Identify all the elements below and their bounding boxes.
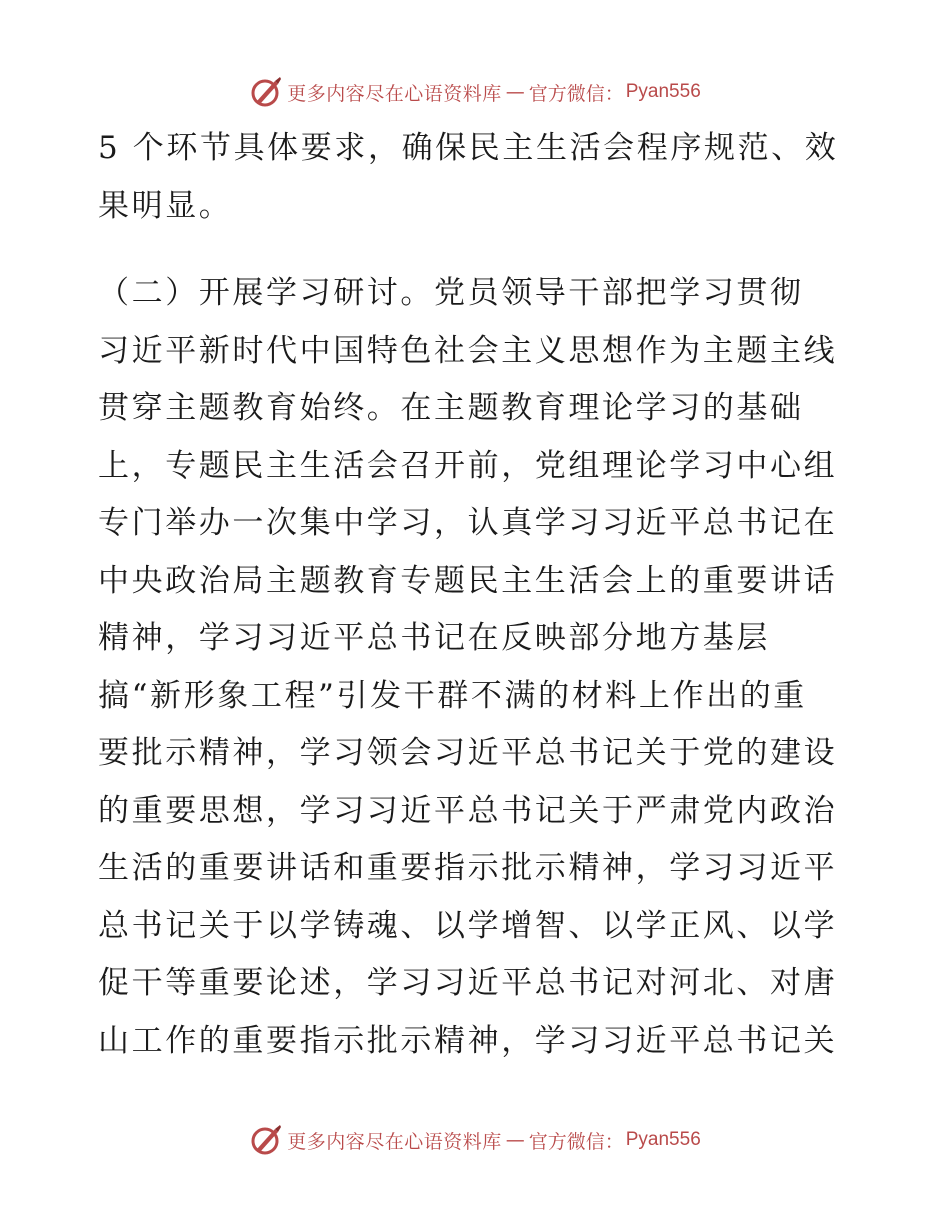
text-line: 果明显。 xyxy=(98,187,233,224)
watermark-text: 更多内容尽在心语资料库 xyxy=(287,82,502,105)
text-line: 促干等重要论述，学习习近平总书记对河北、对唐 xyxy=(98,965,838,1001)
text-line: 的重要思想，学习习近平总书记关于严肃党内政治 xyxy=(98,792,838,829)
watermark-wechat-id: Pyan556 xyxy=(625,81,701,102)
text-line: 总书记关于以学铸魂、以学增智、以学正风、以学 xyxy=(98,907,838,944)
footer-watermark xyxy=(0,1120,950,1160)
document-body xyxy=(98,120,858,1070)
text-line: 贯穿主题教育始终。在主题教育理论学习的基础 xyxy=(98,390,804,426)
watermark-dash: — xyxy=(505,81,525,103)
text-line: 山工作的重要指示批示精神，学习习近平总书记关 xyxy=(98,1022,838,1059)
text-line: 专门举办一次集中学习，认真学习习近平总书记在 xyxy=(98,505,838,541)
text-line: 上，专题民主生活会召开前，党组理论学习中心组 xyxy=(98,447,838,484)
header-watermark xyxy=(0,72,950,112)
text-line: 搞“新形象工程”引发干群不满的材料上作出的重 xyxy=(98,677,807,714)
quill-logo-icon xyxy=(249,1123,283,1157)
text-line: 中央政治局主题教育专题民主生活会上的重要讲话 xyxy=(98,562,838,599)
text-line: 生活的重要讲话和重要指示批示精神，学习习近平 xyxy=(98,850,838,886)
watermark-wechat-id: Pyan556 xyxy=(625,1129,701,1150)
quill-logo-icon xyxy=(249,75,283,109)
text-line: 5 个环节具体要求，确保民主生活会程序规范、效 xyxy=(98,130,839,166)
text-line: 习近平新时代中国特色社会主义思想作为主题主线 xyxy=(98,332,838,369)
paragraph xyxy=(98,265,858,1070)
watermark-dash: — xyxy=(505,1129,525,1151)
watermark-text: 更多内容尽在心语资料库 xyxy=(287,1130,502,1153)
text-line: 要批示精神，学习领会习近平总书记关于党的建设 xyxy=(98,735,838,771)
watermark-wechat-label: 官方微信： xyxy=(528,1130,624,1153)
text-line: 精神，学习习近平总书记在反映部分地方基层 xyxy=(98,620,770,656)
text-line: （二）开展学习研讨。党员领导干部把学习贯彻 xyxy=(98,275,804,311)
watermark-wechat-label: 官方微信： xyxy=(528,82,624,105)
paragraph xyxy=(98,120,858,235)
